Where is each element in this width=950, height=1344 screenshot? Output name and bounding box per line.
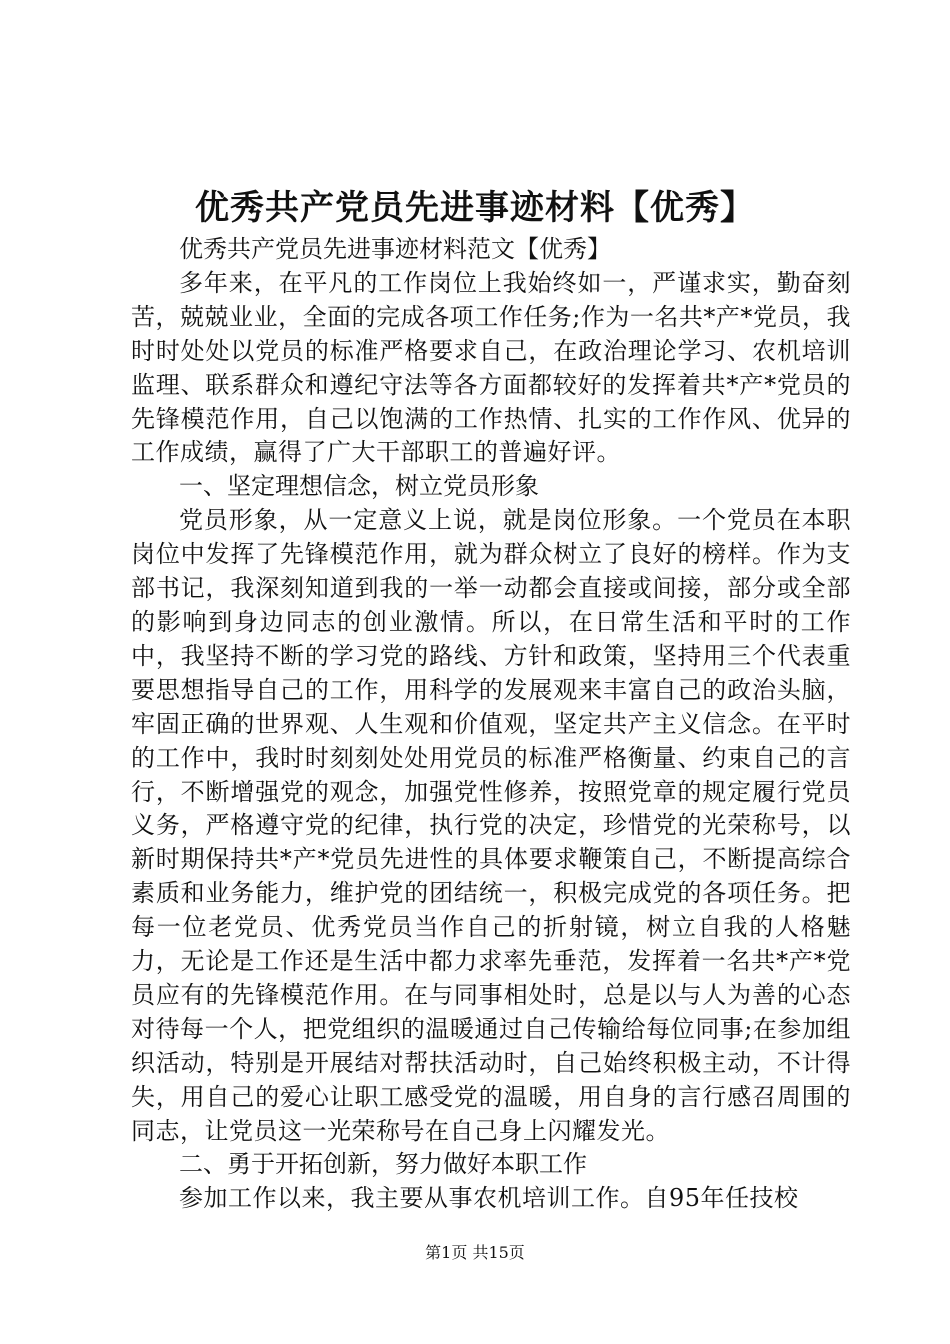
paragraph-section-2: 参加工作以来，我主要从事农机培训工作。自95年任技校 — [179, 1184, 799, 1213]
paragraph-intro: 多年来，在平凡的工作岗位上我始终如一，严谨求实，勤奋刻苦，兢兢业业，全面的完成各项工作任务;作为一名共*产*党员，我时时处处以党员的标准严格要求自己，在政治理论学习、农机培训监理、联系群众和遵纪守法等各方面都较好的发挥着共*产*党员的先锋模范作用，自己以饱满的工作热情、扎实的工作作风、优异的工作成绩，赢得了广大干部职工的普遍好评。 — [131, 268, 851, 467]
paragraph-section-1: 党员形象，从一定意义上说，就是岗位形象。一个党员在本职岗位中发挥了先锋模范作用，就为群众树立了良好的榜样。作为支部书记，我深刻知道到我的一举一动都会直接或间接，部分或全部的影响到身边同志的创业激情。所以，在日常生活和平时的工作中，我坚持不断的学习党的路线、方针和政策，坚持用三个代表重要思想指导自己的工作，用科学的发展观来丰富自己的政治头脑，牢固正确的世界观、人生观和价值观，坚定共产主义信念。在平时的工作中，我时时刻刻处处用党员的标准严格衡量、约束自己的言行，不断增强党的观念，加强党性修养，按照党章的规定履行党员义务，严格遵守党的纪律，执行党的决定，珍惜党的光荣称号，以新时期保持共*产*党员先进性的具体要求鞭策自己，不断提高综合素质和业务能力，维护党的团结统一，积极完成党的各项任务。把每一位老党员、优秀党员当作自己的折射镜，树立自我的人格魅力，无论是工作还是生活中都力求率先垂范，发挥着一名共*产*党员应有的先锋模范作用。在与同事相处时，总是以与人为善的心态对待每一个人，把党组织的温暖通过自己传输给每位同事;在参加组织活动，特别是开展结对帮扶活动时，自己始终积极主动，不计得失，用自己的爱心让职工感受党的温暖，用自身的言行感召周围的同志，让党员这一光荣称号在自己身上闪耀发光。 — [131, 506, 851, 1145]
document-title: 优秀共产党员先进事迹材料【优秀】 — [195, 188, 755, 228]
document-body — [131, 233, 851, 1216]
page-number-footer: 第1页 共15页 — [425, 1243, 525, 1262]
document-subtitle: 优秀共产党员先进事迹材料范文【优秀】 — [179, 235, 611, 263]
section-heading-1: 一、坚定理想信念，树立党员形象 — [179, 472, 539, 501]
section-heading-2: 二、勇于开拓创新，努力做好本职工作 — [179, 1150, 587, 1179]
